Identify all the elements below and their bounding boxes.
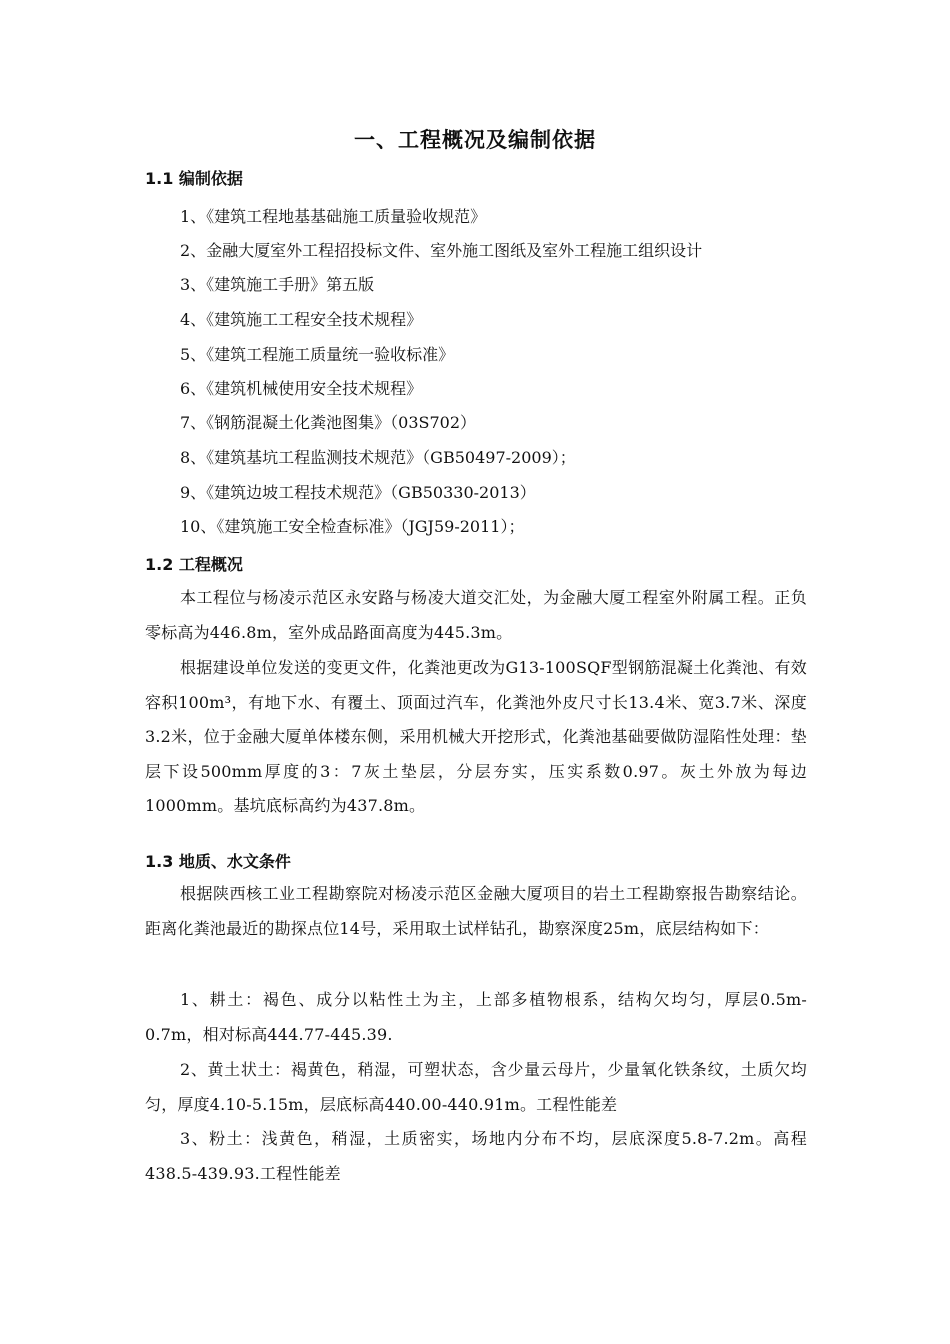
reference-item: 9、《建筑边坡工程技术规范》（GB50330-2013） <box>180 483 536 502</box>
document-title: 一、工程概况及编制依据 <box>354 128 596 152</box>
reference-item: 8、《建筑基坑工程监测技术规范》（GB50497-2009）； <box>180 448 576 467</box>
reference-item: 10、《建筑施工安全检查标准》（JGJ59-2011）； <box>180 517 525 536</box>
section-heading-1-2: 1.2 工程概况 <box>145 555 243 574</box>
geology-paragraph: 1、耕土：褐色、成分以粘性土为主，上部多植物根系，结构欠均匀，厚层0.5m-0.7m，相对标高444.77-445.39. <box>145 990 807 1044</box>
geology-paragraph: 3、粉土：浅黄色，稍湿，土质密实，场地内分布不均，层底深度5.8-7.2m。高程438.5-439.93.工程性能差 <box>145 1129 807 1183</box>
reference-item: 6、《建筑机械使用安全技术规程》 <box>180 379 423 398</box>
overview-paragraph: 本工程位与杨凌示范区永安路与杨凌大道交汇处，为金融大厦工程室外附属工程。正负零标高为446.8m，室外成品路面高度为445.3m。 <box>145 588 807 642</box>
reference-item: 1、《建筑工程地基基础施工质量验收规范》 <box>180 207 487 226</box>
reference-item: 4、《建筑施工工程安全技术规程》 <box>180 310 423 329</box>
reference-item: 7、《钢筋混凝土化粪池图集》（03S702） <box>180 413 477 432</box>
reference-item: 5、《建筑工程施工质量统一验收标准》 <box>180 345 455 364</box>
geology-paragraph: 2、黄土状土：褐黄色，稍湿，可塑状态，含少量云母片，少量氧化铁条纹，土质欠均匀，厚度4.10-5.15m，层底标高440.00-440.91m。工程性能差 <box>145 1060 807 1114</box>
reference-item: 2、金融大厦室外工程招投标文件、室外施工图纸及室外工程施工组织设计 <box>180 241 703 260</box>
reference-item: 3、《建筑施工手册》第五版 <box>180 275 375 294</box>
geology-paragraph: 根据陕西核工业工程勘察院对杨凌示范区金融大厦项目的岩土工程勘察报告勘察结论。距离化粪池最近的勘探点位14号，采用取土试样钻孔，勘察深度25m，底层结构如下： <box>145 884 807 938</box>
section-heading-1-1: 1.1 编制依据 <box>145 169 243 188</box>
overview-paragraph: 根据建设单位发送的变更文件，化粪池更改为G13-100SQF型钢筋混凝土化粪池、有效容积100m³，有地下水、有覆土、顶面过汽车，化粪池外皮尺寸长13.4米、宽3.7米、深度3.2米，位于金融大厦单体楼东侧，采用机械大开挖形式，化粪池基础要做防湿陷性处理：垫层下设500mm厚度的3：7灰土垫层，分层夯实，压实系数0.97。灰土外放为每边1000mm。基坑底标高约为437.8m。 <box>145 658 807 815</box>
section-heading-1-3: 1.3 地质、水文条件 <box>145 852 291 871</box>
